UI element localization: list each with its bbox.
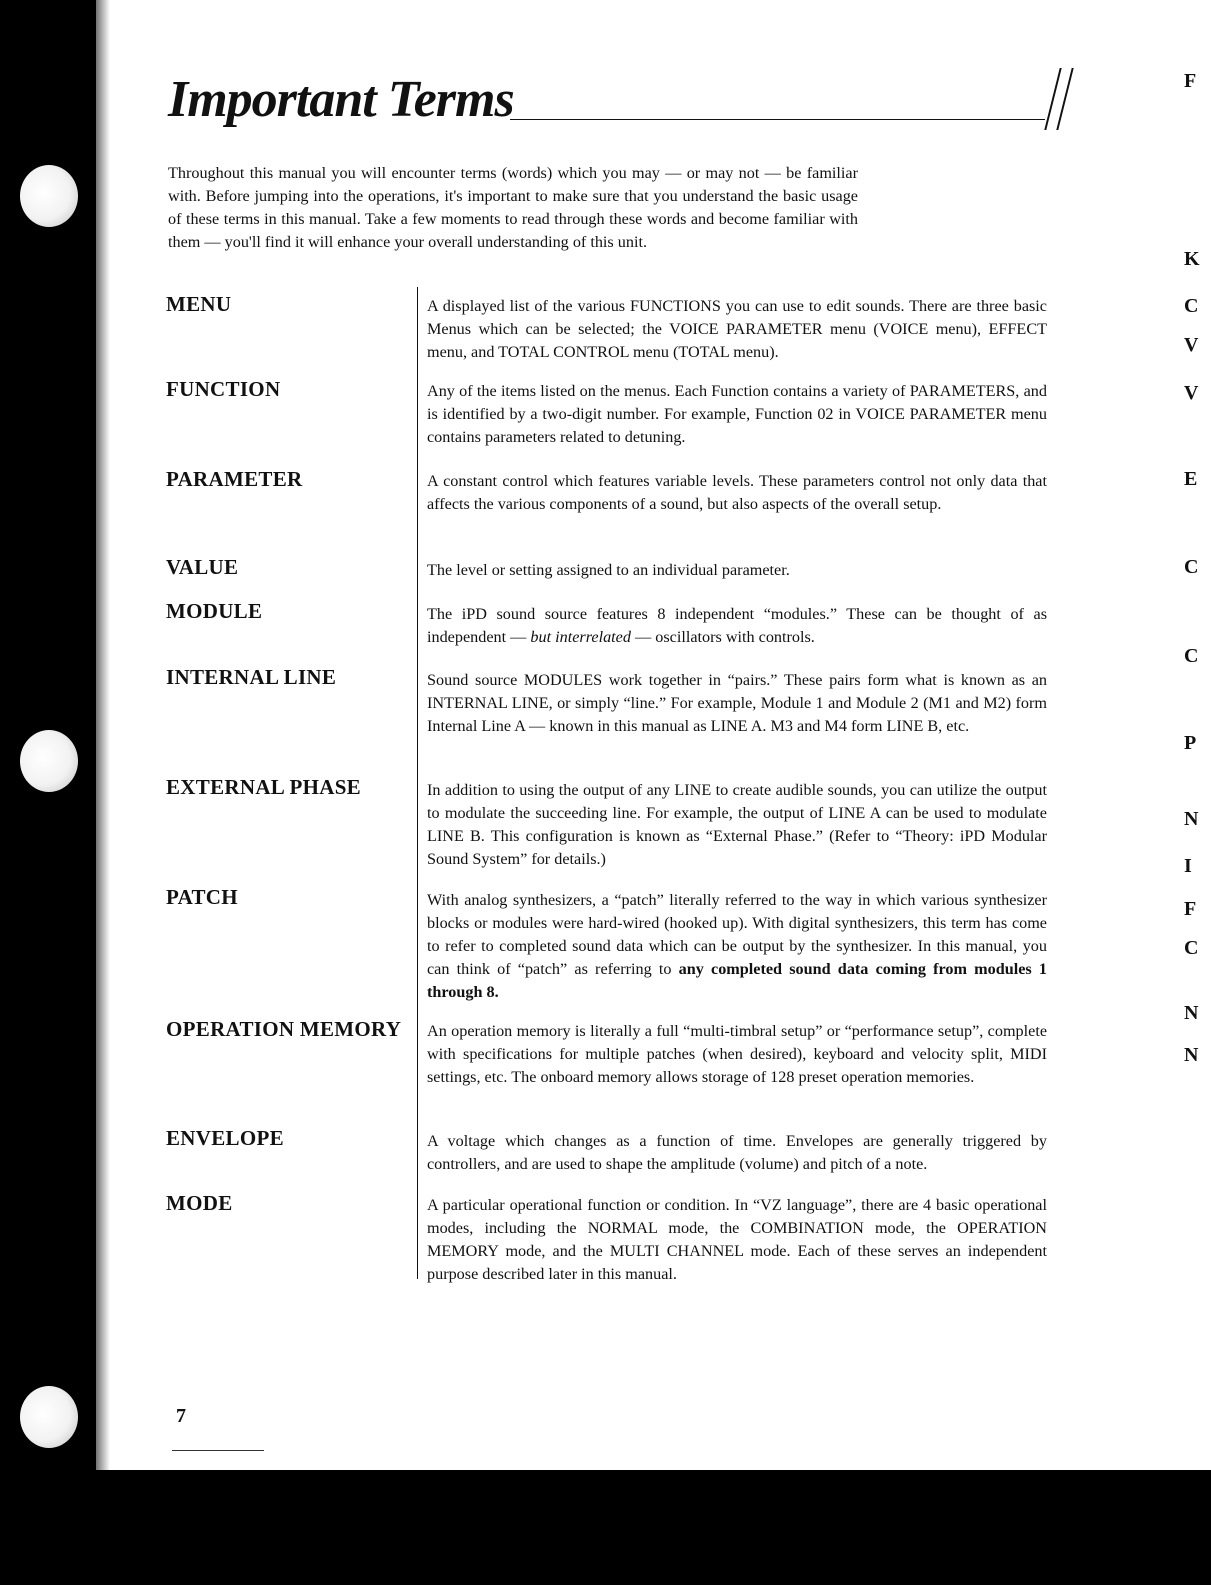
- term-patch: PATCH: [166, 885, 238, 909]
- column-divider: [417, 287, 418, 1279]
- definition-module-text: The iPD sound source features 8 independent “modules.” These can be thought of as independent —: [427, 605, 1047, 646]
- definition-patch-text: With analog synthesizers, a “patch” literally referred to the way in which various synthesizer blocks or modules were hard-wired (hooked up). With digital synthesizers, this term has come to refer to completed sound data which can be output by the synthesizer. In this manual, you can think of “patch” as referring to: [427, 891, 1047, 978]
- definition-module: [427, 603, 1047, 649]
- term-value: VALUE: [166, 555, 239, 579]
- definition-module-emphasis: but interrelated: [530, 628, 631, 646]
- definition-patch: [427, 889, 1047, 1004]
- edge-letter: E: [1184, 468, 1198, 490]
- edge-letter: N: [1184, 808, 1199, 830]
- edge-letter: F: [1184, 898, 1197, 920]
- term-external-phase: EXTERNAL PHASE: [166, 775, 361, 799]
- binding-shadow: [96, 0, 110, 1585]
- page-title: Important Terms: [168, 71, 514, 128]
- term-internal-line: INTERNAL LINE: [166, 665, 337, 689]
- definition-mode: A particular operational function or condition. In “VZ language”, there are 4 basic operational modes, including the NORMAL mode, the COMBINATION mode, the OPERATION MEMORY mode, and the MULTI CHANNEL mode. Each of these serves an independent purpose described later in this manual.: [427, 1196, 1047, 1283]
- term-menu: MENU: [166, 292, 232, 316]
- definition-patch-emphasis: any completed sound data coming from modules 1 through 8.: [427, 960, 1048, 1001]
- edge-letter: F: [1184, 70, 1197, 92]
- edge-letter: C: [1184, 937, 1199, 959]
- definition-value: The level or setting assigned to an individual parameter.: [427, 561, 790, 579]
- punch-hole: [20, 730, 78, 792]
- term-function: FUNCTION: [166, 377, 281, 401]
- punch-hole: [20, 1386, 78, 1448]
- edge-letter: V: [1184, 382, 1199, 404]
- term-operation-memory: OPERATION MEMORY: [166, 1017, 402, 1041]
- term-parameter: PARAMETER: [166, 467, 303, 491]
- definition-internal-line: Sound source MODULES work together in “pairs.” These pairs form what is known as an INTERNAL LINE, or simply “line.” For example, Module 1 and Module 2 (M1 and M2) form Internal Line A — known in this manual as LINE A. M3 and M4 form LINE B, etc.: [427, 671, 1047, 735]
- definition-menu: A displayed list of the various FUNCTIONS you can use to edit sounds. There are three basic Menus which can be selected; the VOICE PARAMETER menu (VOICE menu), EFFECT menu, and TOTAL CONTROL menu (TOTAL menu).: [427, 297, 1047, 361]
- term-mode: MODE: [166, 1191, 233, 1215]
- edge-letter: C: [1184, 295, 1199, 317]
- edge-letter: N: [1184, 1044, 1199, 1066]
- page-number: 7: [176, 1405, 186, 1427]
- term-envelope: ENVELOPE: [166, 1126, 284, 1150]
- definition-external-phase: In addition to using the output of any LINE to create audible sounds, you can utilize the output to modulate the succeeding line. For example, the output of LINE A can be used to modulate LINE B. This configuration is known as “External Phase.” (Refer to “Theory: iPD Modular Sound System” for details.): [427, 781, 1047, 868]
- term-module: MODULE: [166, 599, 263, 623]
- definition-envelope: A voltage which changes as a function of time. Envelopes are generally triggered by controllers, and are used to shape the amplitude (volume) and pitch of a note.: [427, 1132, 1047, 1173]
- edge-letter: C: [1184, 556, 1199, 578]
- title-rule: [510, 119, 1045, 120]
- definition-parameter: A constant control which features variable levels. These parameters control not only data that affects the various components of a sound, but also aspects of the overall setup.: [427, 472, 1047, 513]
- edge-letter: I: [1184, 855, 1192, 877]
- punch-hole: [20, 165, 78, 227]
- definition-function: Any of the items listed on the menus. Each Function contains a variety of PARAMETERS, and is identified by a two-digit number. For example, Function 02 in VOICE PARAMETER menu contains parameters related to detuning.: [427, 382, 1047, 446]
- definition-module-text-end: — oscillators with controls.: [630, 628, 815, 646]
- definition-operation-memory: An operation memory is literally a full “multi-timbral setup” or “performance setup”, complete with specifications for multiple patches (when desired), keyboard and velocity split, MIDI settings, etc. The onboard memory allows storage of 128 preset operation memories.: [427, 1022, 1047, 1086]
- edge-letter: C: [1184, 645, 1199, 667]
- edge-letter: V: [1184, 334, 1199, 356]
- binding-edge: [0, 0, 96, 1585]
- intro-paragraph: Throughout this manual you will encounter terms (words) which you may — or may not — be familiar with. Before jumping into the operations, it's important to make sure that you understand the basic usage of these terms in this manual. Take a few moments to read through these words and become familiar with them — you'll find it will enhance your overall understanding of this unit.: [168, 164, 858, 251]
- edge-letter: P: [1184, 732, 1197, 754]
- edge-letter: K: [1184, 248, 1200, 270]
- scan-bottom-band: [0, 1470, 1211, 1585]
- footer-rule: [172, 1450, 264, 1451]
- edge-letter: N: [1184, 1002, 1199, 1024]
